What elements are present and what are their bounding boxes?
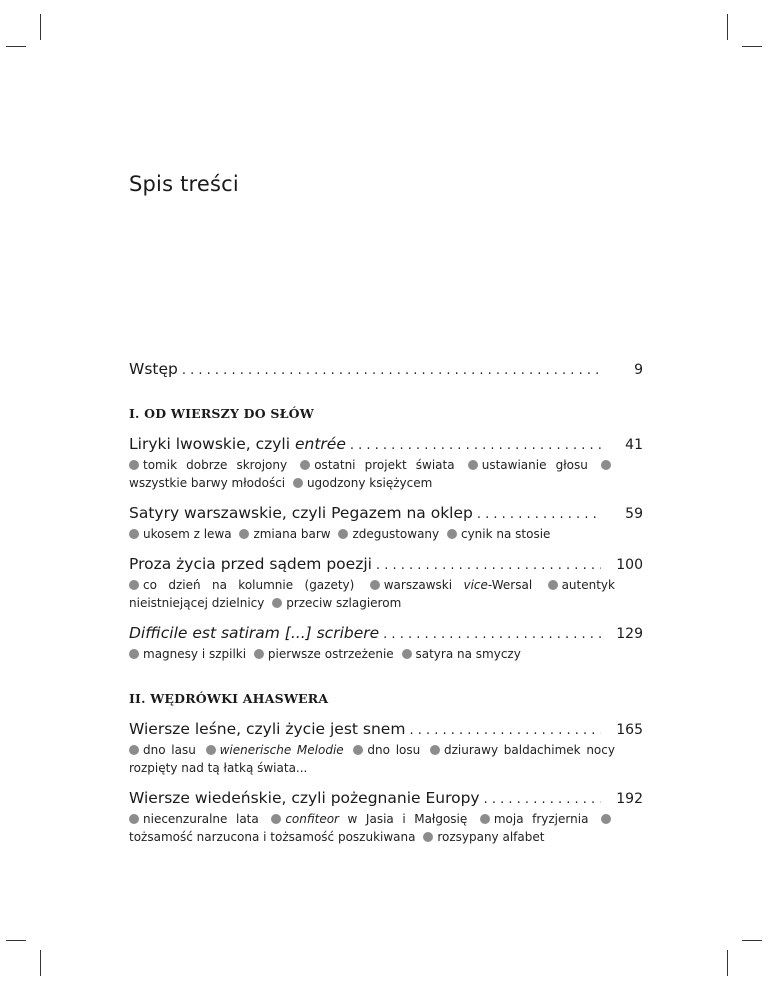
bullet-icon bbox=[293, 478, 303, 488]
table-of-contents bbox=[129, 360, 655, 846]
bullet-icon bbox=[129, 745, 139, 755]
bullet-icon bbox=[430, 745, 440, 755]
bullet-icon bbox=[239, 529, 249, 539]
entry-topics: niecenzuralne lata confiteor w Jasia i Małgosię moja fryzjernia tożsamość narzucona i tożsamość poszukiwana rozsypany alfabet bbox=[129, 810, 615, 846]
bullet-icon bbox=[353, 745, 363, 755]
bullet-icon bbox=[447, 529, 457, 539]
bullet-icon bbox=[129, 460, 139, 470]
section-heading: I. OD WIERSZY DO SŁÓW bbox=[129, 406, 314, 421]
entry-title: Wiersze wiedeńskie, czyli pożegnanie Europy bbox=[129, 789, 480, 807]
leader-dots bbox=[409, 723, 601, 738]
entry-page: 41 bbox=[625, 437, 643, 453]
bullet-icon bbox=[402, 649, 412, 659]
toc-entry[interactable] bbox=[129, 624, 655, 642]
entry-title: Satyry warszawskie, czyli Pegazem na oklep bbox=[129, 504, 473, 522]
crop-mark bbox=[742, 46, 762, 47]
toc-entry[interactable] bbox=[129, 504, 655, 522]
entry-page: 129 bbox=[616, 626, 643, 642]
bullet-icon bbox=[601, 814, 611, 824]
entry-title: Liryki lwowskie, czyli entrée bbox=[129, 435, 346, 453]
bullet-icon bbox=[300, 460, 310, 470]
entry-topics: tomik dobrze skrojony ostatni projekt świata ustawianie głosu wszystkie barwy młodości ugodzony księżycem bbox=[129, 456, 615, 492]
leader-dots bbox=[383, 627, 601, 642]
entry-title: Difficile est satiram [...] scribere bbox=[129, 624, 380, 642]
crop-mark bbox=[6, 940, 26, 941]
bullet-icon bbox=[129, 649, 139, 659]
bullet-icon bbox=[272, 598, 282, 608]
crop-mark bbox=[6, 46, 26, 47]
entry-page: 9 bbox=[634, 362, 643, 378]
bullet-icon bbox=[206, 745, 216, 755]
entry-title: Proza życia przed sądem poezji bbox=[129, 555, 372, 573]
leader-dots bbox=[376, 558, 601, 573]
toc-entry[interactable] bbox=[129, 789, 655, 807]
section-heading: II. WĘDRÓWKI AHASWERA bbox=[129, 691, 329, 706]
entry-title: Wstęp bbox=[129, 360, 178, 378]
bullet-icon bbox=[129, 814, 139, 824]
toc-entry[interactable] bbox=[129, 720, 655, 738]
leader-dots bbox=[484, 792, 601, 807]
bullet-icon bbox=[338, 529, 348, 539]
page-title: Spis treści bbox=[129, 172, 239, 196]
bullet-icon bbox=[129, 529, 139, 539]
entry-topics: magnesy i szpilki pierwsze ostrzeżenie satyra na smyczy bbox=[129, 645, 615, 663]
leader-dots bbox=[182, 363, 601, 378]
entry-topics: dno lasu wienerische Melodie dno losu dziurawy baldachimek nocy rozpięty nad tą łatką świata... bbox=[129, 743, 615, 775]
bullet-icon bbox=[548, 580, 558, 590]
entry-title: Wiersze leśne, czyli życie jest snem bbox=[129, 720, 406, 738]
toc-entry[interactable] bbox=[129, 555, 655, 573]
crop-mark bbox=[727, 14, 728, 40]
entry-page: 59 bbox=[625, 506, 643, 522]
crop-mark bbox=[40, 14, 41, 40]
entry-page: 165 bbox=[616, 722, 643, 738]
toc-entry[interactable] bbox=[129, 435, 655, 453]
entry-page: 192 bbox=[616, 791, 643, 807]
bullet-icon bbox=[370, 580, 380, 590]
bullet-icon bbox=[480, 814, 490, 824]
crop-mark bbox=[40, 950, 41, 976]
toc-entry[interactable] bbox=[129, 360, 655, 378]
crop-mark bbox=[742, 940, 762, 941]
leader-dots bbox=[477, 507, 601, 522]
entry-page: 100 bbox=[616, 557, 643, 573]
bullet-icon bbox=[468, 460, 478, 470]
bullet-icon bbox=[271, 814, 281, 824]
bullet-icon bbox=[601, 460, 611, 470]
entry-topics: ukosem z lewa zmiana barw zdegustowany cynik na stosie bbox=[129, 525, 615, 543]
bullet-icon bbox=[423, 832, 433, 842]
leader-dots bbox=[350, 438, 601, 453]
entry-topics: co dzień na kolumnie (gazety) warszawski vice-Wersal autentyk nieistniejącej dzielnicy przeciw szlagierom bbox=[129, 578, 615, 610]
crop-mark bbox=[727, 950, 728, 976]
bullet-icon bbox=[254, 649, 264, 659]
bullet-icon bbox=[129, 580, 139, 590]
